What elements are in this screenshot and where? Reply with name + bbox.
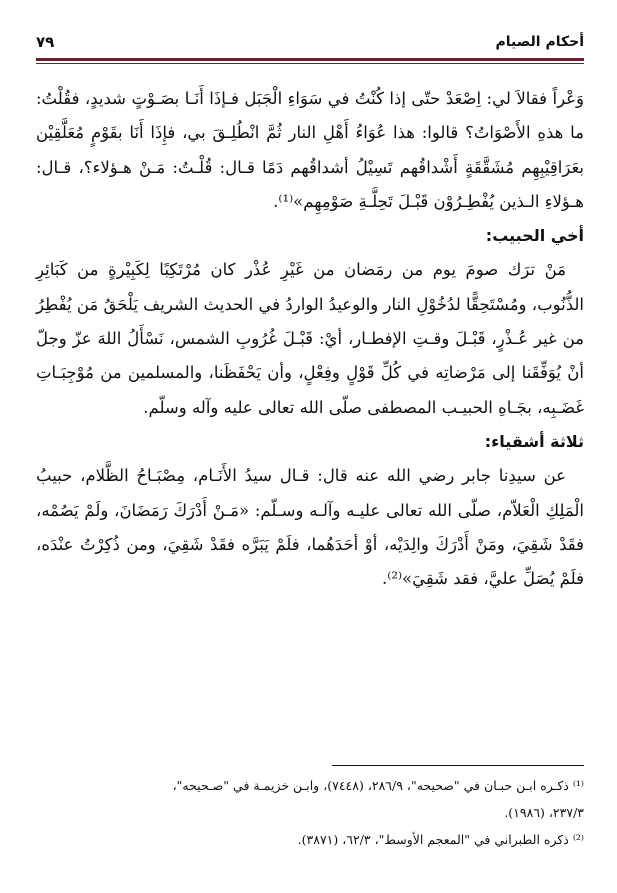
section-heading-dear-brother: أخي الحبيب: bbox=[485, 226, 584, 246]
footnotes bbox=[36, 772, 584, 853]
page-number: ٧٩ bbox=[36, 33, 55, 51]
paragraph-hadith-continuation: وَعْراً فقالاَ لي: اِصْعَدْ حتّى إذا كُنْتُ في سَوَاءِ الْجَبَل فـإذَا أَنَـا بصَـوْتٍ شديدٍ، فقُلْتُ: ما هذهِ الأَصْوَاتُ؟ قالوا: هذا عُوَاءُ أَهْلِ النار ثُمَّ انْطُلِـقَ بي، فإِذَا أَنَا بقَوْمٍ مُعَلَّقِيْن بعَرَاقِيْبِهِم مُشَقَّقَةٍ أَشْداقُهم تَسِيْلُ أشداقُهم دَمًا قـال: قُلْـتُ: مَـنْ هـؤلاء؟، قـال: هـؤلاءِ الـذين يُفْطِـرُوْن قَبْـلَ تَحِلَّـةِ صَوْمِهِم»⁽¹⁾. bbox=[36, 89, 584, 211]
page-body bbox=[36, 82, 584, 596]
page-header bbox=[36, 28, 584, 56]
footnote-2: ⁽²⁾ ذكره الطبراني في "المعجم الأوسط"، ٦٢/٣، (٣٨٧١). bbox=[297, 832, 584, 847]
paragraph-fasting-ruling: مَنْ ترَك صومَ يوم من رمَضان من غَيْرِ عُذْر كان مُرْتَكِبًا لِكَبِيْرةٍ من كَبَائِرِ الذُّنُوب، ومُسْتَحِقًّا لدُخُوْلِ النار والوعيدُ الواردُ في الحديث الشريف يَلْحَقُ مَن يُفْطِرُ من غير عُـذْرٍ، قَبْـلَ وقـتِ الإفطـار، أيْ: قَبْـلَ غُرُوبِ الشمس، نَسْأَلُ اللهَ عزّ وجلّ أنْ يُوَفِّقَنا إلى مَرْضاتِه في كُلِّ قَوْلٍ وفِعْلٍ، وأن يَحْفَظَنا، والمسلمين من مُوْجِبَـاتِ غَضَـبِه، بجَـاهِ الحبيـب المصطفى صلّى الله تعالى عليه وآله وسلّم. bbox=[36, 260, 584, 417]
footnote-1-line-2: ٢٣٧/٣، (١٩٨٦). bbox=[504, 805, 584, 820]
running-title: أحكام الصيام bbox=[495, 34, 584, 50]
paragraph-jabir-hadith: عن سيدِنا جابر رضي الله عنه قال: قـال سيدُ الأَنَـام، مِصْبَـاحُ الظَّلام، حبيبُ الْمَلِكِ الْعَلاّم، صلّى الله تعالى عليـه وآلـه وسـلّم: «مَـنْ أَدْرَكَ رَمَضَانَ، ولَمْ يَصُمْه، فقَدْ شَقِيَ، ومَنْ أَدْرَكَ والِدَيْه، أوْ أحَدَهُما، فلَمْ يَبَرَّه فقَدْ شَقِيَ، ومن ذُكِرْتُ عنْدَه، فلَمْ يُصَلِّ عليَّ، فقد شَقِيَ»⁽²⁾. bbox=[36, 466, 584, 589]
footnote-1-line-1: ⁽¹⁾ ذكـره ابـن حبـان في "صحيحه"، ٢٨٦/٩، (٧٤٤٨)، وابـن خزيمـة في "صـحيحه"، bbox=[172, 778, 584, 793]
header-rule-thick bbox=[36, 58, 584, 61]
footnote-separator bbox=[332, 765, 584, 766]
header-rule-thin bbox=[36, 63, 584, 64]
section-heading-three-wretched: ثلاثة أشقياء: bbox=[484, 431, 584, 451]
